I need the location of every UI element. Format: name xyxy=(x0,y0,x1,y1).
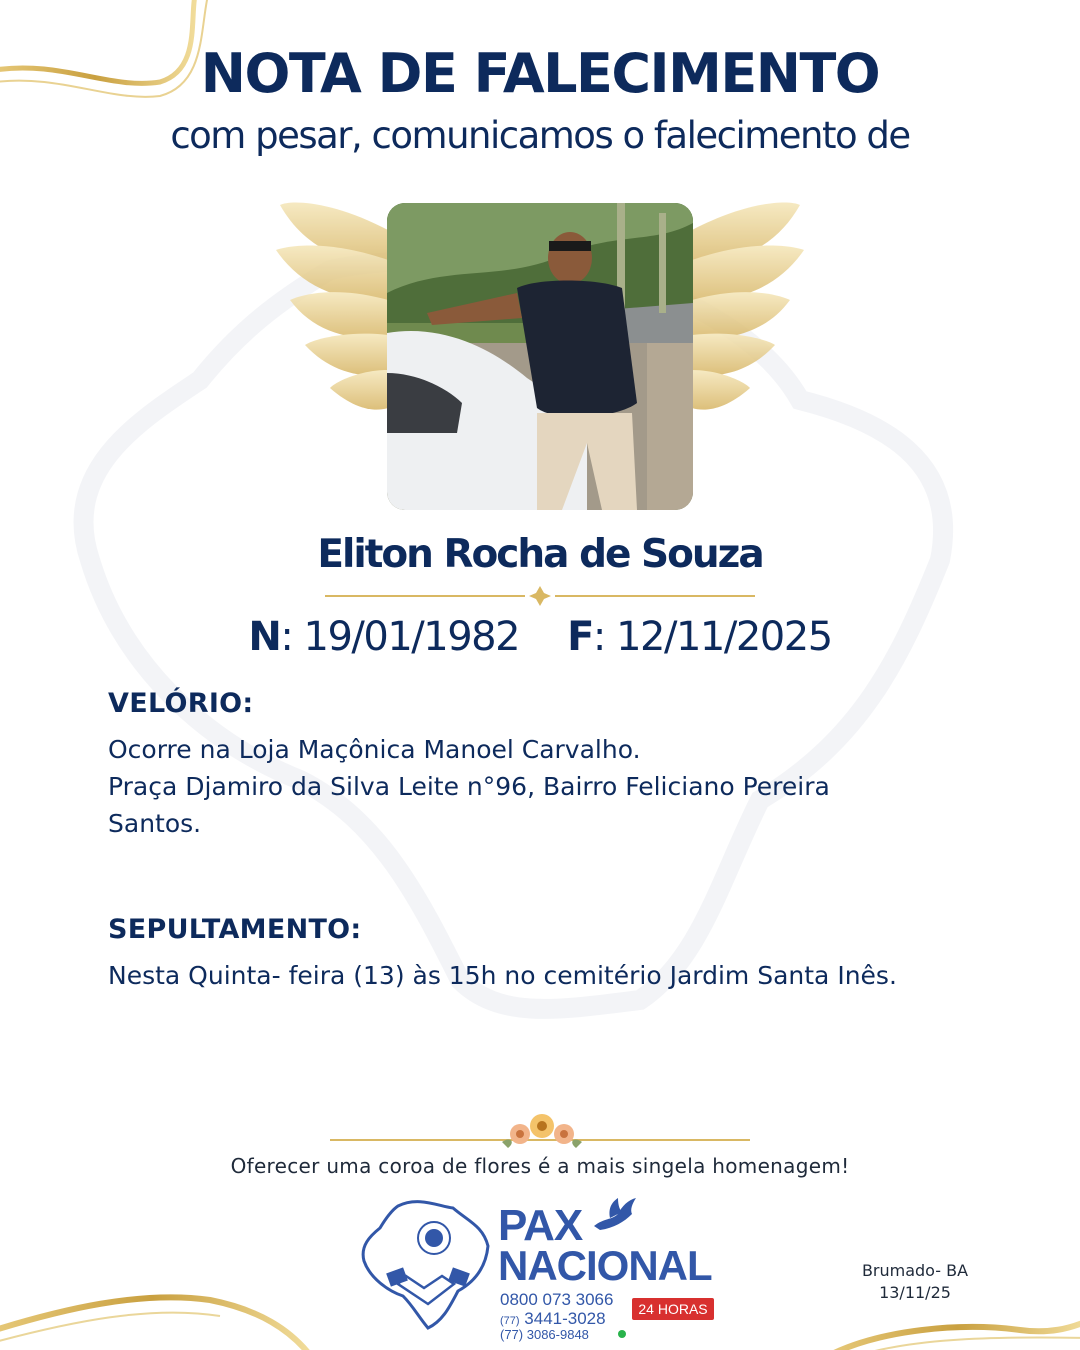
page-title: NOTA DE FALECIMENTO xyxy=(200,42,880,105)
star-icon xyxy=(529,586,551,606)
sepultamento-text xyxy=(108,957,1008,994)
dove-icon xyxy=(590,1196,640,1238)
velorio-title: VELÓRIO: xyxy=(108,688,254,719)
page-subtitle: com pesar, comunicamos o falecimento de xyxy=(170,114,910,157)
sepultamento-title: SEPULTAMENTO: xyxy=(108,914,362,945)
phone-main xyxy=(500,1309,606,1329)
life-dates xyxy=(0,614,1080,660)
phone-main-number: 3441-3028 xyxy=(524,1309,606,1328)
birth-label: N xyxy=(248,614,281,660)
tribute-text: Oferecer uma coroa de flores é a mais singela homenagem! xyxy=(230,1154,850,1178)
sepultamento-line-1: Nesta Quinta- feira (13) às 15h no cemitério Jardim Santa Inês. xyxy=(108,961,897,990)
velorio-line-1: Ocorre na Loja Maçônica Manoel Carvalho. xyxy=(108,735,641,764)
publish-date: 13/11/25 xyxy=(879,1283,951,1302)
left-wing-icon xyxy=(276,203,388,410)
phone-ddd: (77) xyxy=(500,1315,520,1327)
death-label: F xyxy=(567,614,593,660)
gold-swoosh-bottom-left xyxy=(0,1297,310,1350)
velorio-line-3: Santos. xyxy=(108,809,202,838)
phone-whatsapp: (77) 3086-9848 xyxy=(500,1327,589,1342)
hours-badge: 24 HORAS xyxy=(632,1298,714,1320)
deceased-photo xyxy=(387,203,693,510)
gold-divider xyxy=(325,586,755,606)
deceased-name: Eliton Rocha de Souza xyxy=(317,532,763,577)
death-date: : 12/11/2025 xyxy=(592,614,832,660)
location-date xyxy=(840,1260,990,1304)
gold-swoosh-bottom-right xyxy=(830,1322,1080,1350)
whatsapp-icon xyxy=(618,1330,626,1338)
birth-date: : 19/01/1982 xyxy=(280,614,520,660)
flower-icon xyxy=(502,1114,582,1148)
flower-divider xyxy=(330,1108,750,1156)
phone-tollfree: 0800 073 3066 xyxy=(500,1290,614,1309)
velorio-line-2: Praça Djamiro da Silva Leite n°96, Bairro Feliciano Pereira xyxy=(108,772,830,801)
brand-line-1: PAX xyxy=(498,1201,583,1250)
brazil-map-logo-icon xyxy=(358,1196,494,1330)
city: Brumado- BA xyxy=(861,1261,969,1280)
brand-line-2: NACIONAL xyxy=(498,1242,712,1289)
velorio-text xyxy=(108,731,1008,842)
